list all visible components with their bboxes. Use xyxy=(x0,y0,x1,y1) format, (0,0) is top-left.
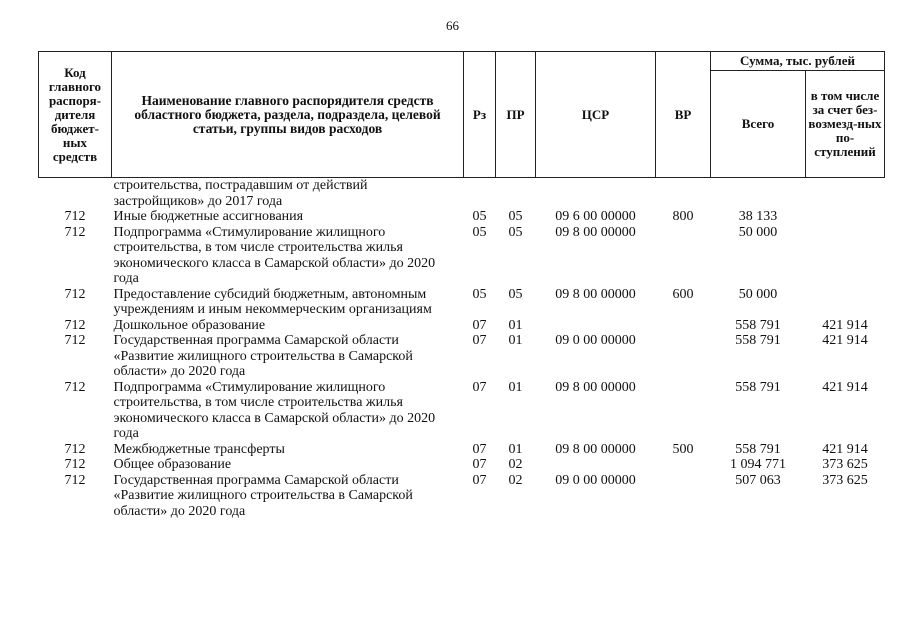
row-rz: 05 xyxy=(472,286,487,302)
row-gratis: 421 914 xyxy=(822,317,868,333)
row-csr: 09 0 00 00000 xyxy=(555,333,636,348)
row-code: 712 xyxy=(64,333,86,348)
row-code xyxy=(39,178,112,210)
row-gratis xyxy=(806,178,885,210)
row-vr xyxy=(656,457,711,473)
row-code: 712 xyxy=(64,209,86,224)
row-name: Предоставление субсидий бюджетным, автономным учреждениям и иным некоммерческим организациям xyxy=(113,286,432,317)
row-vr: 600 xyxy=(672,286,694,302)
budget-table xyxy=(38,51,885,519)
row-csr: 09 8 00 00000 xyxy=(555,286,636,302)
row-rz: 07 xyxy=(472,333,487,348)
row-name: Межбюджетные трансферты xyxy=(113,441,285,457)
header-sum: Сумма, тыс. рублей xyxy=(711,52,885,71)
row-rz: 07 xyxy=(472,457,487,472)
row-name: Иные бюджетные ассигнования xyxy=(113,209,304,224)
table-row xyxy=(39,178,885,210)
header-code: Код главного распоря-дителя бюджет-ных средств xyxy=(39,52,112,178)
table-row xyxy=(39,380,885,442)
header-total: Всего xyxy=(711,71,806,178)
table-row xyxy=(39,333,885,380)
row-total: 38 133 xyxy=(738,209,778,224)
row-code: 712 xyxy=(64,379,86,395)
row-gratis: 421 914 xyxy=(822,333,868,348)
row-code: 712 xyxy=(64,472,86,488)
row-csr: 09 0 00 00000 xyxy=(555,472,636,488)
row-rz: 07 xyxy=(472,317,487,333)
row-csr: 09 8 00 00000 xyxy=(555,441,636,457)
row-total: 50 000 xyxy=(738,224,778,240)
row-rz: 05 xyxy=(472,209,487,224)
row-csr xyxy=(536,457,656,473)
row-csr xyxy=(536,318,656,334)
row-gratis xyxy=(806,225,885,287)
row-name: строительства, пострадавшим от действий застройщиков» до 2017 года xyxy=(113,178,368,209)
row-vr: 500 xyxy=(672,441,694,457)
page-number: 66 xyxy=(446,18,459,33)
row-vr xyxy=(656,318,711,334)
table-row xyxy=(39,209,885,225)
row-code: 712 xyxy=(64,441,86,457)
row-pr: 02 xyxy=(508,457,523,472)
row-gratis: 373 625 xyxy=(822,457,868,472)
table-row xyxy=(39,318,885,334)
row-code: 712 xyxy=(64,286,86,302)
row-pr: 01 xyxy=(508,333,523,348)
row-csr xyxy=(536,178,656,210)
row-name: Государственная программа Самарской области «Развитие жилищного строительства в Самарской области» до 2020 года xyxy=(113,333,413,379)
header-csr: ЦСР xyxy=(536,52,656,178)
row-gratis xyxy=(806,287,885,318)
table-row xyxy=(39,442,885,458)
row-total: 558 791 xyxy=(735,379,781,395)
row-total: 1 094 771 xyxy=(730,457,786,472)
header-rz: Рз xyxy=(464,52,496,178)
row-vr xyxy=(656,333,711,380)
table-header xyxy=(39,52,885,178)
table-row xyxy=(39,457,885,473)
row-pr xyxy=(496,178,536,210)
row-name: Подпрограмма «Стимулирование жилищного строительства, в том числе строительства жилья экономического класса в Самарской области» до 2020 года xyxy=(113,379,436,441)
table-row xyxy=(39,287,885,318)
row-total xyxy=(711,178,806,210)
row-pr: 01 xyxy=(508,441,523,457)
row-rz xyxy=(464,178,496,210)
row-pr: 05 xyxy=(508,209,523,224)
row-vr xyxy=(656,380,711,442)
row-vr xyxy=(656,225,711,287)
row-code: 712 xyxy=(64,317,86,333)
table-body xyxy=(39,178,885,520)
header-gratis: в том числе за счет без-возмезд-ных по-ступлений xyxy=(806,71,885,178)
row-vr: 800 xyxy=(672,209,694,224)
row-gratis xyxy=(806,209,885,225)
row-code: 712 xyxy=(64,457,86,472)
row-rz: 05 xyxy=(472,224,487,240)
row-pr: 01 xyxy=(508,317,523,333)
row-gratis: 421 914 xyxy=(822,379,868,395)
row-rz: 07 xyxy=(472,472,487,488)
row-csr: 09 8 00 00000 xyxy=(555,379,636,395)
header-name: Наименование главного распорядителя средств областного бюджета, раздела, подраздела, целевой статьи, группы видов расходов xyxy=(112,52,464,178)
row-total: 507 063 xyxy=(735,472,781,488)
row-pr: 01 xyxy=(508,379,523,395)
header-vr: ВР xyxy=(656,52,711,178)
row-pr: 05 xyxy=(508,224,523,240)
row-pr: 05 xyxy=(508,286,523,302)
row-name: Общее образование xyxy=(113,457,232,472)
row-rz: 07 xyxy=(472,379,487,395)
row-total: 50 000 xyxy=(738,286,778,302)
row-total: 558 791 xyxy=(735,317,781,333)
row-total: 558 791 xyxy=(735,441,781,457)
table-row xyxy=(39,473,885,520)
row-csr: 09 6 00 00000 xyxy=(555,209,636,224)
row-vr xyxy=(656,178,711,210)
header-pr: ПР xyxy=(496,52,536,178)
row-name: Государственная программа Самарской области «Развитие жилищного строительства в Самарской области» до 2020 года xyxy=(113,472,413,519)
row-pr: 02 xyxy=(508,472,523,488)
row-csr: 09 8 00 00000 xyxy=(555,224,636,240)
row-code: 712 xyxy=(64,224,86,240)
table-row xyxy=(39,225,885,287)
row-gratis: 373 625 xyxy=(822,472,868,488)
row-rz: 07 xyxy=(472,441,487,457)
row-total: 558 791 xyxy=(735,333,781,348)
row-gratis: 421 914 xyxy=(822,441,868,457)
row-name: Подпрограмма «Стимулирование жилищного строительства, в том числе строительства жилья экономического класса в Самарской области» до 2020 года xyxy=(113,224,436,286)
row-name: Дошкольное образование xyxy=(113,317,266,333)
row-vr xyxy=(656,473,711,520)
